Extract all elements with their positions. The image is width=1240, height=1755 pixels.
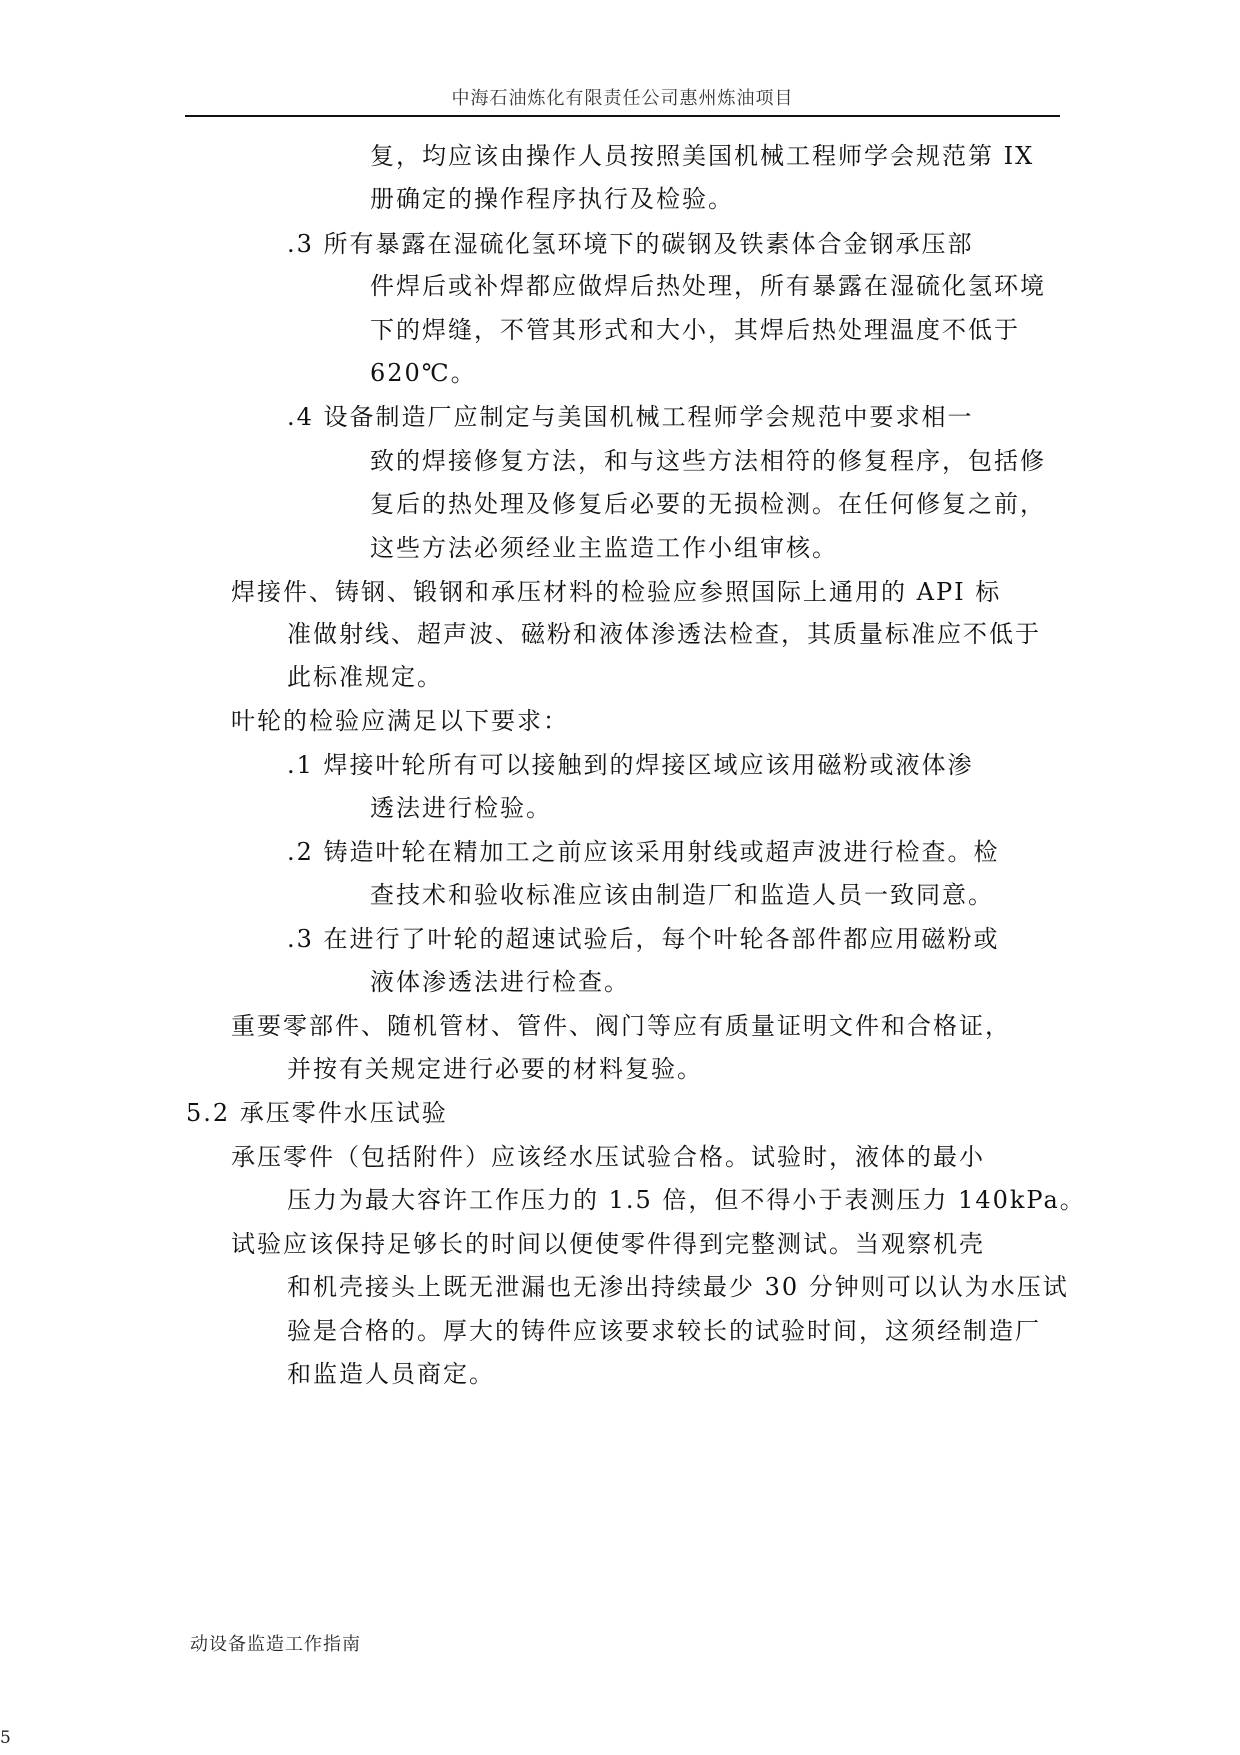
body-line: .2 铸造叶轮在精加工之前应该采用射线或超声波进行检查。检 xyxy=(287,838,1000,866)
section-heading: 5.2 承压零件水压试验 xyxy=(186,1099,448,1127)
body-line: 并按有关规定进行必要的材料复验。 xyxy=(287,1055,703,1083)
body-line: 复后的热处理及修复后必要的无损检测。在任何修复之前， xyxy=(370,490,1046,518)
body-line: 叶轮的检验应满足以下要求： xyxy=(231,707,569,735)
body-line: 和监造人员商定。 xyxy=(287,1360,495,1388)
body-line: 册确定的操作程序执行及检验。 xyxy=(370,185,734,213)
body-line: 下的焊缝，不管其形式和大小，其焊后热处理温度不低于 xyxy=(370,316,1020,344)
body-line: 焊接件、铸钢、锻钢和承压材料的检验应参照国际上通用的 API 标 xyxy=(231,578,1002,606)
body-line: 压力为最大容许工作压力的 1.5 倍，但不得小于表测压力 140kPa。 xyxy=(287,1186,1086,1214)
page-number: 5 xyxy=(0,1728,11,1748)
body-line: 重要零部件、随机管材、管件、阀门等应有质量证明文件和合格证， xyxy=(231,1012,1011,1040)
body-line: 件焊后或补焊都应做焊后热处理，所有暴露在湿硫化氢环境 xyxy=(370,272,1046,300)
body-line: .3 所有暴露在湿硫化氢环境下的碳钢及铁素体合金钢承压部 xyxy=(287,230,974,258)
body-line: .3 在进行了叶轮的超速试验后，每个叶轮各部件都应用磁粉或 xyxy=(287,925,1000,953)
header-divider xyxy=(185,115,1060,117)
body-line: 承压零件（包括附件）应该经水压试验合格。试验时，液体的最小 xyxy=(231,1143,985,1171)
body-line: .4 设备制造厂应制定与美国机械工程师学会规范中要求相一 xyxy=(287,403,974,431)
body-line: 查技术和验收标准应该由制造厂和监造人员一致同意。 xyxy=(370,881,994,909)
body-line: 验是合格的。厚大的铸件应该要求较长的试验时间，这须经制造厂 xyxy=(287,1317,1041,1345)
body-line: 致的焊接修复方法，和与这些方法相符的修复程序，包括修 xyxy=(370,447,1046,475)
page-header: 中海石油炼化有限责任公司惠州炼油项目 xyxy=(451,88,794,109)
body-line: 透法进行检验。 xyxy=(370,794,552,822)
body-line: 试验应该保持足够长的时间以便使零件得到完整测试。当观察机壳 xyxy=(231,1230,985,1258)
body-line: 这些方法必须经业主监造工作小组审核。 xyxy=(370,534,838,562)
body-line: 此标准规定。 xyxy=(287,663,443,691)
body-line: 620℃。 xyxy=(370,359,477,387)
body-line: .1 焊接叶轮所有可以接触到的焊接区域应该用磁粉或液体渗 xyxy=(287,751,974,779)
page-footer: 动设备监造工作指南 xyxy=(190,1634,361,1655)
body-line: 准做射线、超声波、磁粉和液体渗透法检查，其质量标准应不低于 xyxy=(287,620,1041,648)
body-line: 复，均应该由操作人员按照美国机械工程师学会规范第 IX xyxy=(370,142,1035,170)
body-line: 液体渗透法进行检查。 xyxy=(370,968,630,996)
body-line: 和机壳接头上既无泄漏也无渗出持续最少 30 分钟则可以认为水压试 xyxy=(287,1273,1069,1301)
